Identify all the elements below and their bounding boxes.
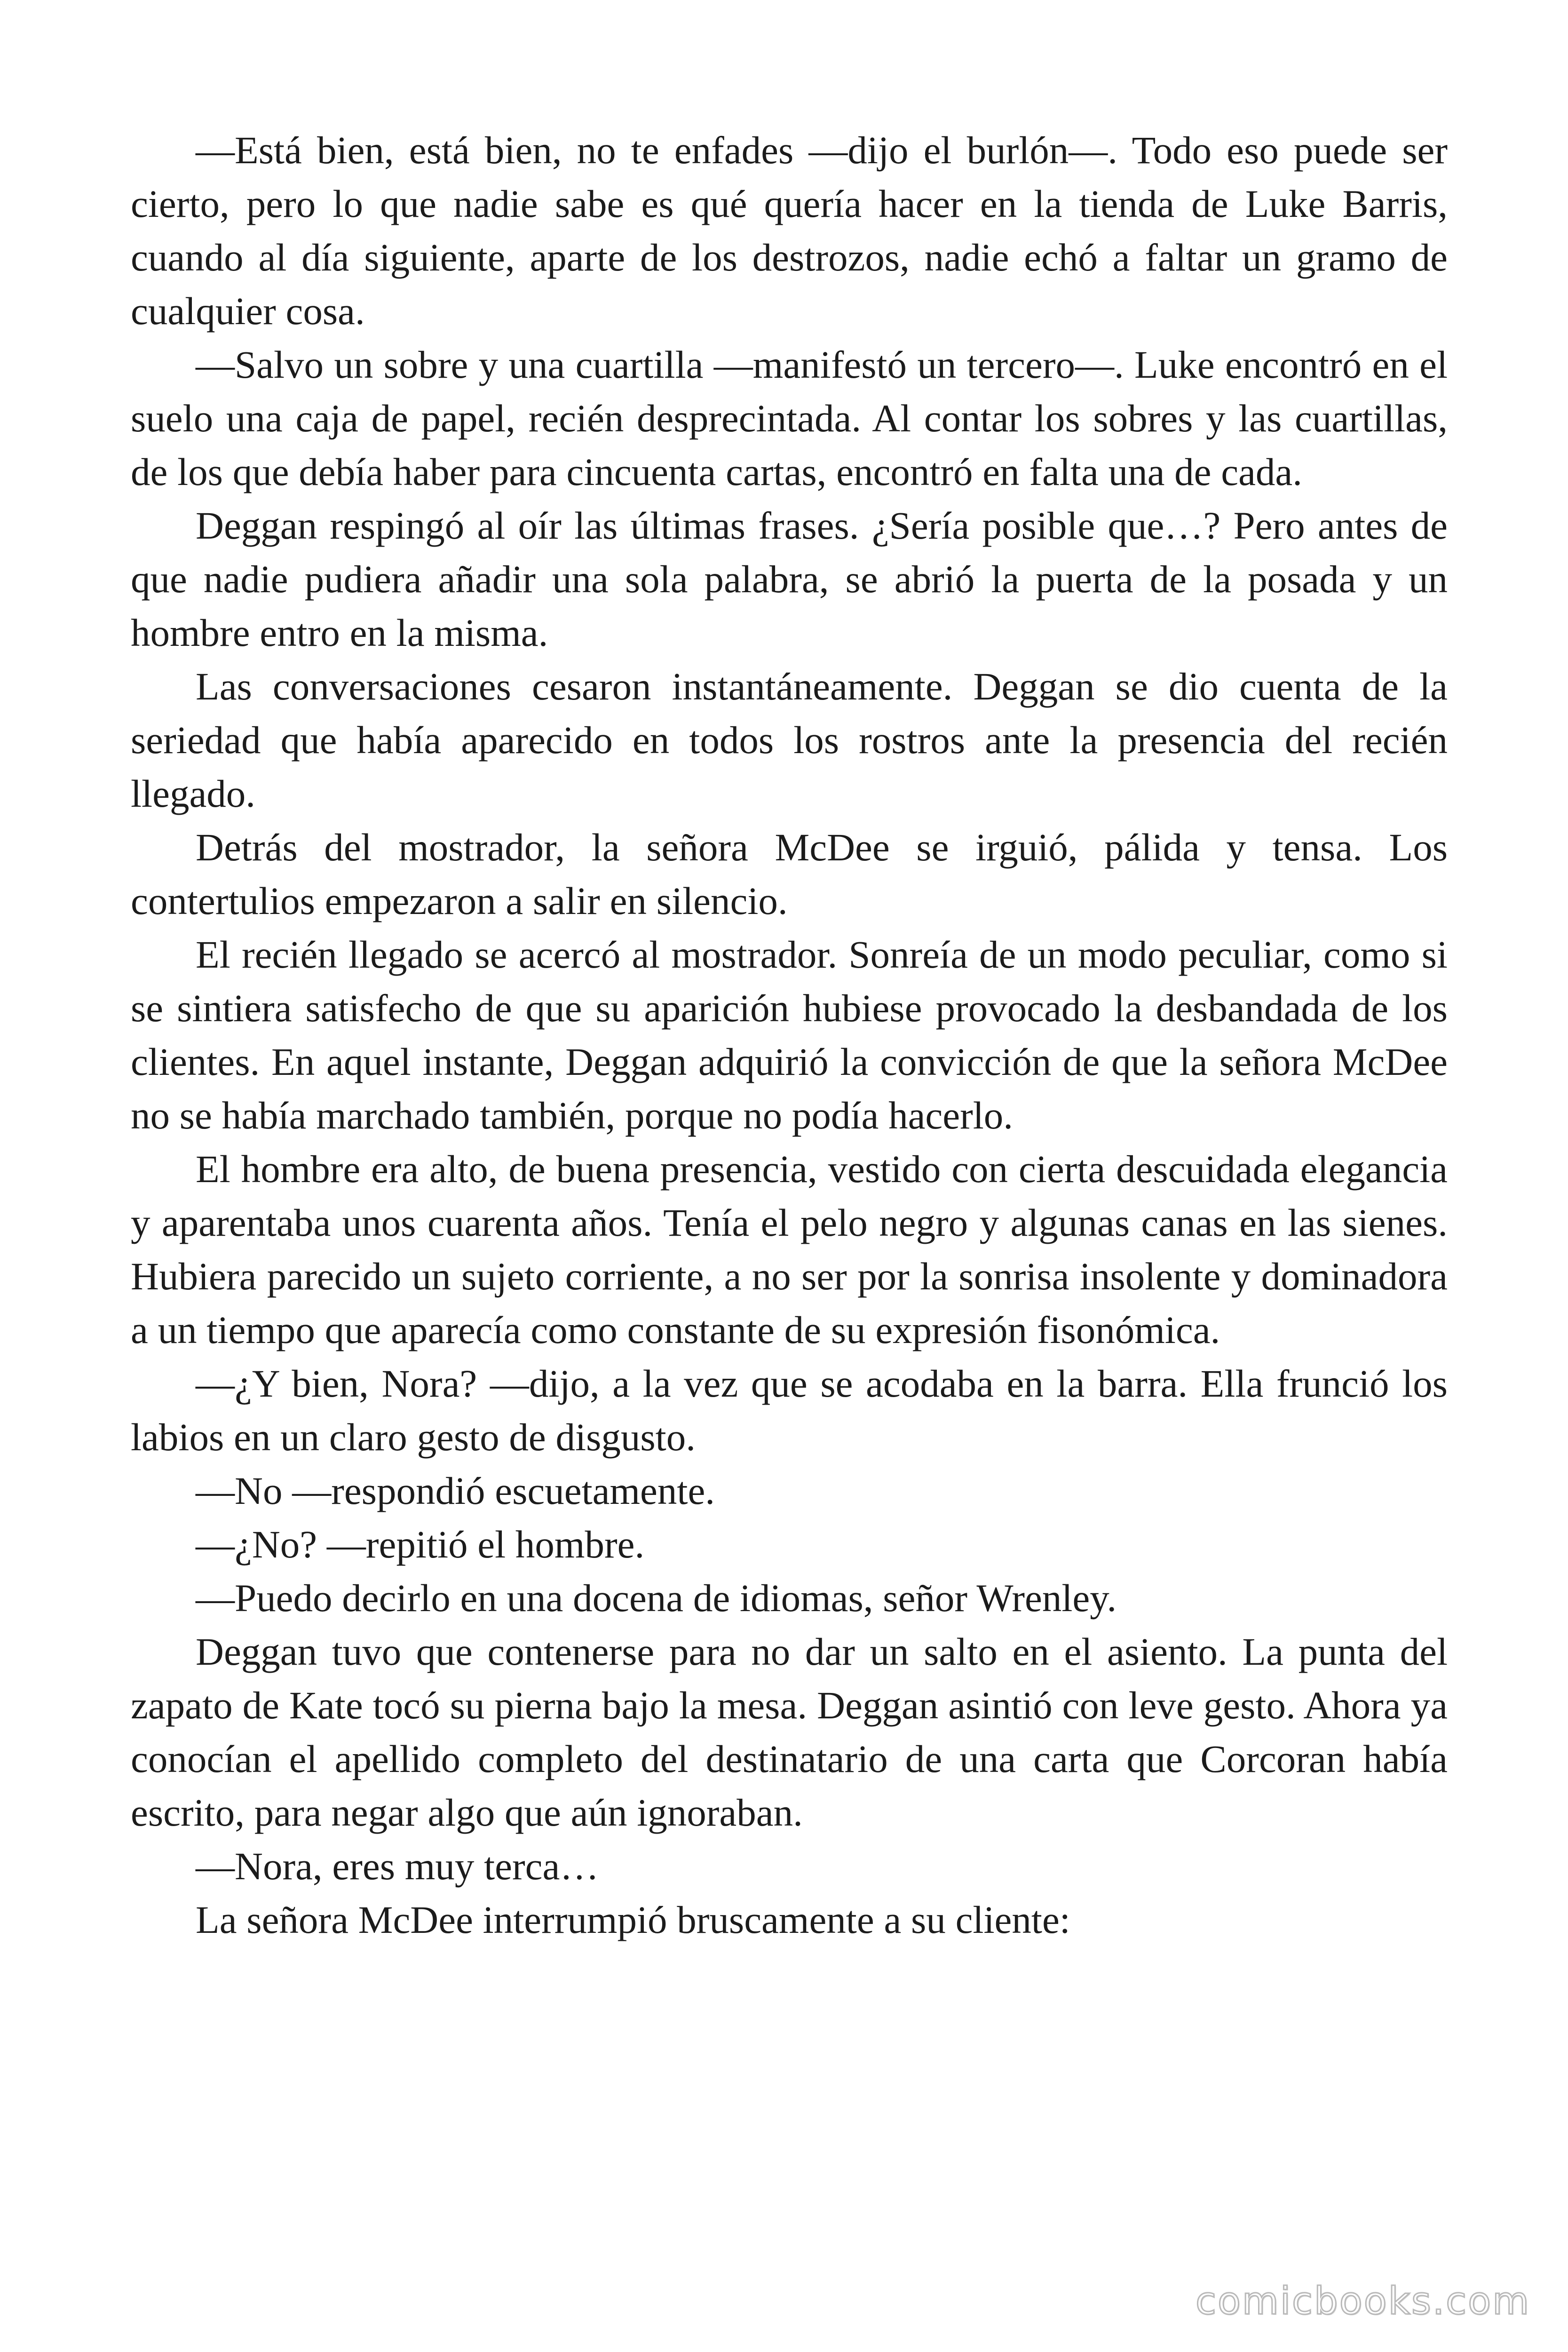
book-page-text — [131, 123, 1448, 1947]
paragraph: Las conversaciones cesaron instantáneamente. Deggan se dio cuenta de la seriedad que había aparecido en todos los rostros ante la presencia del recién llegado. — [131, 665, 1448, 815]
paragraph: —Está bien, está bien, no te enfades —dijo el burlón—. Todo eso puede ser cierto, pero lo que nadie sabe es qué quería hacer en la tienda de Luke Barris, cuando al día siguiente, aparte de los destrozos, nadie echó a faltar un gramo de cualquier cosa. — [131, 128, 1448, 333]
paragraph: —Salvo un sobre y una cuartilla —manifestó un tercero—. Luke encontró en el suelo una caja de papel, recién desprecintada. Al contar los sobres y las cuartillas, de los que debía haber para cincuenta cartas, encontró en falta una de cada. — [131, 343, 1448, 493]
paragraph: La señora McDee interrumpió bruscamente a su cliente: — [196, 1898, 1070, 1941]
paragraph: El hombre era alto, de buena presencia, vestido con cierta descuidada elegancia y aparentaba unos cuarenta años. Tenía el pelo negro y algunas canas en las sienes. Hubiera parecido un sujeto corriente, a no ser por la sonrisa insolente y dominadora a un tiempo que aparecía como constante de su expresión fisonómica. — [131, 1147, 1448, 1351]
paragraph: —Puedo decirlo en una docena de idiomas, señor Wrenley. — [196, 1576, 1117, 1620]
paragraph: —¿Y bien, Nora? —dijo, a la vez que se acodaba en la barra. Ella frunció los labios en un claro gesto de disgusto. — [131, 1362, 1448, 1459]
paragraph: —No —respondió escuetamente. — [196, 1469, 715, 1512]
paragraph: Deggan respingó al oír las últimas frases. ¿Sería posible que…? Pero antes de que nadie pudiera añadir una sola palabra, se abrió la puerta de la posada y un hombre entro en la misma. — [131, 504, 1448, 654]
paragraph: Deggan tuvo que contenerse para no dar un salto en el asiento. La punta del zapato de Kate tocó su pierna bajo la mesa. Deggan asintió con leve gesto. Ahora ya conocían el apellido completo del destinatario de una carta que Corcoran había escrito, para negar algo que aún ignoraban. — [131, 1630, 1448, 1834]
paragraph: —¿No? —repitió el hombre. — [196, 1523, 645, 1566]
paragraph: El recién llegado se acercó al mostrador. Sonreía de un modo peculiar, como si se sintiera satisfecho de que su aparición hubiese provocado la desbandada de los clientes. En aquel instante, Deggan adquirió la convicción de que la señora McDee no se había marchado también, porque no podía hacerlo. — [131, 933, 1448, 1137]
watermark: comicbooks.com — [1195, 2279, 1530, 2323]
paragraph: —Nora, eres muy terca… — [196, 1844, 599, 1888]
paragraph: Detrás del mostrador, la señora McDee se irguió, pálida y tensa. Los contertulios empezaron a salir en silencio. — [131, 826, 1448, 922]
